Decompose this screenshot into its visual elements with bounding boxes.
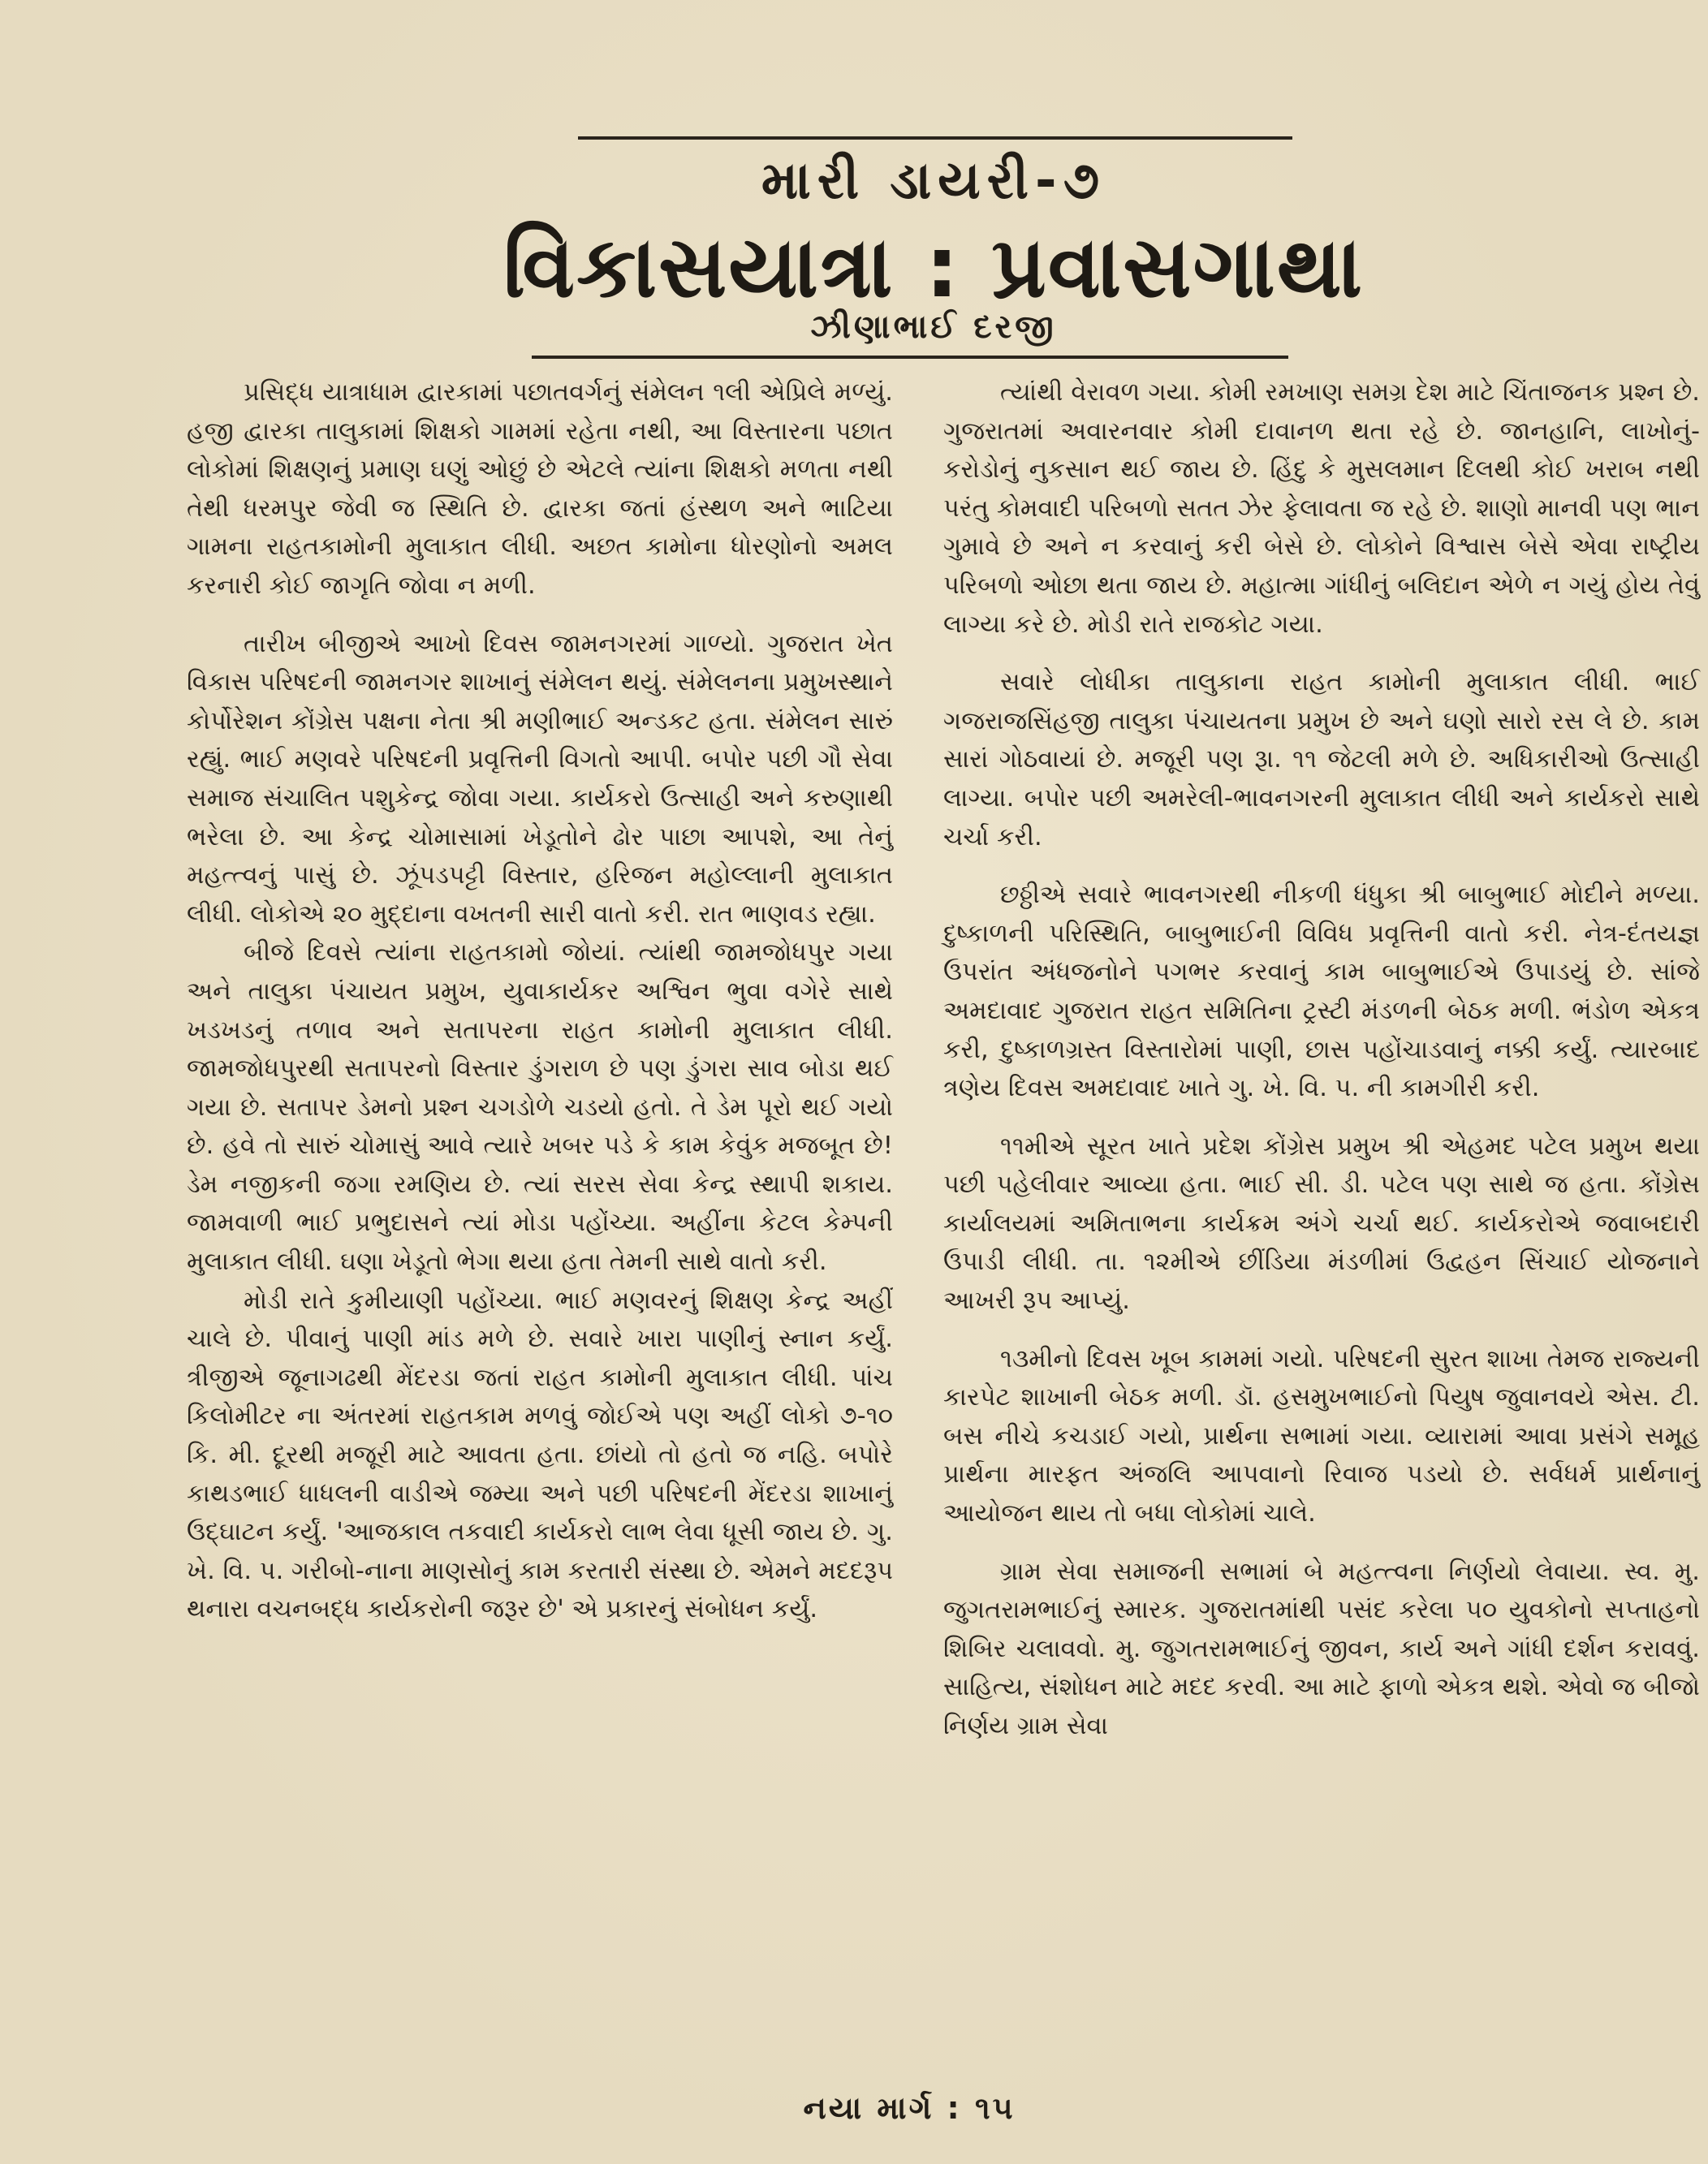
paragraph: ૧૩મીનો દિવસ ખૂબ કામમાં ગયો. પરિષદની સુરત શાખા તેમજ રાજ્યની કારપેટ શાખાની બેઠક મળી. ડૉ. હસમુખભાઈનો પિયુષ જુવાનવયે એસ. ટી. બસ નીચે કચડાઈ ગયો, પ્રાર્થના સભામાં ગયા. વ્યારામાં આવા પ્રસંગે સમૂહ પ્રાર્થના મારફત અંજલિ આપવાનો રિવાજ પડયો છે. સર્વધર્મ પ્રાર્થનાનું આયોજન થાય તો બધા લોકોમાં ચાલે. [943,1344,1700,1528]
paragraph: ૧૧મીએ સૂરત ખાતે પ્રદેશ કોંગ્રેસ પ્રમુખ શ્રી એહમદ પટેલ પ્રમુખ થયા પછી પહેલીવાર આવ્યા હતા. ભાઈ સી. ડી. પટેલ પણ સાથે જ હતા. કોંગ્રેસ કાર્યાલયમાં અમિતાભના કાર્યક્રમ અંગે ચર્ચા થઈ. કાર્યકરોએ જવાબદારી ઉપાડી લીધી. તા. ૧૨મીએ છીંડિયા મંડળીમાં ઉદ્વહન સિંચાઈ યોજનાને આખરી રૂપ આપ્યું. [943,1132,1700,1316]
paragraph: છઠ્ઠીએ સવારે ભાવનગરથી નીકળી ધંધુકા શ્રી બાબુભાઈ મોદીને મળ્યા. દુષ્કાળની પરિસ્થિતિ, બાબુભાઈની વિવિધ પ્રવૃત્તિની વાતો કરી. નેત્ર-દંતયજ્ઞ ઉપરાંત અંધજનોને પગભર કરવાનું કામ બાબુભાઈએ ઉપાડયું છે. સાંજે અમદાવાદ ગુજરાત રાહત સમિતિના ટ્રસ્ટી મંડળની બેઠક મળી. ભંડોળ એકત્ર કરી, દુષ્કાળગ્રસ્ત વિસ્તારોમાં પાણી, છાસ પહોંચાડવાનું નક્કી કર્યું. ત્યારબાદ ત્રણેય દિવસ અમદાવાદ ખાતે ગુ. ખે. વિ. પ. ની કામગીરી કરી. [943,881,1700,1103]
author-byline: ઝીણાભાઈ દરજી [810,308,1057,346]
paragraph: ત્યાંથી વેરાવળ ગયા. કોમી રમખાણ સમગ્ર દેશ માટે ચિંતાજનક પ્રશ્ન છે. ગુજરાતમાં અવારનવાર કોમી દાવાનળ થતા રહે છે. જાનહાનિ, લાખોનું-કરોડોનું નુકસાન થઈ જાય છે. હિંદુ કે મુસલમાન દિલથી કોઈ ખરાબ નથી પરંતુ કોમવાદી પરિબળો સતત ઝેર ફેલાવતા જ રહે છે. શાણો માનવી પણ ભાન ગુમાવે છે અને ન કરવાનું કરી બેસે છે. લોકોને વિશ્વાસ બેસે એવા રાષ્ટ્રીય પરિબળો ઓછા થતા જાય છે. મહાત્મા ગાંધીનું બલિદાન એળે ન ગયું હોય તેવું લાગ્યા કરે છે. મોડી રાતે રાજકોટ ગયા. [943,378,1700,639]
paragraph: પ્રસિદ્ધ યાત્રાધામ દ્વારકામાં પછાતવર્ગનું સંમેલન ૧લી એપ્રિલે મળ્યું. હજી દ્વારકા તાલુકામાં શિક્ષકો ગામમાં રહેતા નથી, આ વિસ્તારના પછાત લોકોમાં શિક્ષણનું પ્રમાણ ઘણું ઓછું છે એટલે ત્યાંના શિક્ષકો મળતા નથી તેથી ધરમપુર જેવી જ સ્થિતિ છે. દ્વારકા જતાં હંસ્થળ અને ભાટિયા ગામના રાહતકામોની મુલાકાત લીધી. અછત કામોના ધોરણોનો અમલ કરનારી કોઈ જાગૃતિ જોવા ન મળી. [187,378,893,600]
left-column [187,373,893,1629]
header-bottom-rule [532,356,1288,359]
series-heading: મારી ડાયરી-૭ [761,151,1106,211]
paragraph: મોડી રાતે કુમીયાણી પહોંચ્યા. ભાઈ મણવરનું શિક્ષણ કેન્દ્ર અહીં ચાલે છે. પીવાનું પાણી માંડ મળે છે. સવારે ખારા પાણીનું સ્નાન કર્યું. ત્રીજીએ જૂનાગઢથી મેંદરડા જતાં રાહત કામોની મુલાકાત લીધી. પાંચ કિલોમીટર ના અંતરમાં રાહતકામ મળવું જોઈએ પણ અહીં લોકો ૭-૧૦ કિ. મી. દૂરથી મજૂરી માટે આવતા હતા. છાંયો તો હતો જ નહિ. બપોરે કાથડભાઈ ધાધલની વાડીએ જમ્યા અને પછી પરિષદની મેંદરડા શાખાનું ઉદ્ઘાટન કર્યું. 'આજકાલ તકવાદી કાર્યકરો લાભ લેવા ધૂસી જાય છે. ગુ. ખે. વિ. પ. ગરીબો-નાના માણસોનું કામ કરતારી સંસ્થા છે. એમને મદદરૂપ થનારા વચનબદ્ધ કાર્યકરોની જરૂર છે' એ પ્રકારનું સંબોધન કર્યું. [187,1286,893,1624]
paragraph: તારીખ બીજીએ આખો દિવસ જામનગરમાં ગાળ્યો. ગુજરાત ખેત વિકાસ પરિષદની જામનગર શાખાનું સંમેલન થયું. સંમેલનના પ્રમુખસ્થાને કોર્પોરેશન કોંગ્રેસ પક્ષના નેતા શ્રી મણીભાઈ અન્ડકટ હતા. સંમેલન સારું રહ્યું. ભાઈ મણવરે પરિષદની પ્રવૃત્તિની વિગતો આપી. બપોર પછી ગૌ સેવા સમાજ સંચાલિત પશુકેન્દ્ર જોવા ગયા. કાર્યકરો ઉત્સાહી અને કરુણાથી ભરેલા છે. આ કેન્દ્ર ચોમાસામાં ખેડૂતોને ઢોર પાછા આપશે, આ તેનું મહત્ત્વનું પાસું છે. ઝૂંપડપટ્ટી વિસ્તાર, હરિજન મહોલ્લાની મુલાકાત લીધી. લોકોએ ૨૦ મુદ્દાના વખતની સારી વાતો કરી. રાત ભાણવડ રહ્યા. [187,629,893,929]
article-title: વિકાસયાત્રા : પ્રવાસગાથા [502,218,1365,317]
paragraph: ગ્રામ સેવા સમાજની સભામાં બે મહત્ત્વના નિર્ણયો લેવાયા. સ્વ. મુ. જુગતરામભાઈનું સ્મારક. ગુજરાતમાંથી પસંદ કરેલા ૫૦ યુવકોનો સપ્તાહનો શિબિર ચલાવવો. મુ. જુગતરામભાઈનું જીવન, કાર્ય અને ગાંધી દર્શન કરાવવું. સાહિત્ય, સંશોધન માટે મદદ કરવી. આ માટે ફાળો એકત્ર થશે. એવો જ બીજો નિર્ણય ગ્રામ સેવા [943,1557,1700,1740]
paragraph: સવારે લોધીકા તાલુકાના રાહત કામોની મુલાકાત લીધી. ભાઈ ગજરાજસિંહજી તાલુકા પંચાયતના પ્રમુખ છે અને ઘણો સારો રસ લે છે. કામ સારાં ગોઠવાયાં છે. મજૂરી પણ રૂા. ૧૧ જેટલી મળે છે. અધિકારીઓ ઉત્સાહી લાગ્યા. બપોર પછી અમરેલી-ભાવનગરની મુલાકાત લીધી અને કાર્યકરો સાથે ચર્ચા કરી. [943,668,1700,851]
page-footer: નયા માર્ગ : ૧૫ [803,2090,1016,2126]
right-column [943,373,1700,1746]
header-top-rule [578,136,1292,140]
paragraph: બીજે દિવસે ત્યાંના રાહતકામો જોયાં. ત્યાંથી જામજોધપુર ગયા અને તાલુકા પંચાયત પ્રમુખ, યુવાકાર્યકર અશ્વિન ભુવા વગેરે સાથે ખડખડનું તળાવ અને સતાપરના રાહત કામોની મુલાકાત લીધી. જામજોધપુરથી સતાપરનો વિસ્તાર ડુંગરાળ છે પણ ડુંગરા સાવ બોડા થઈ ગયા છે. સતાપર ડેમનો પ્રશ્ન ચગડોળે ચડયો હતો. તે ડેમ પૂરો થઈ ગયો છે. હવે તો સારું ચોમાસું આવે ત્યારે ખબર પડે કે કામ કેવુંક મજબૂત છે! ડેમ નજીકની જગા રમણિય છે. ત્યાં સરસ સેવા કેન્દ્ર સ્થાપી શકાય. જામવાળી ભાઈ પ્રભુદાસને ત્યાં મોડા પહોંચ્યા. અહીંના કેટલ કેમ્પની મુલાકાત લીધી. ઘણા ખેડૂતો ભેગા થયા હતા તેમની સાથે વાતો કરી. [187,938,893,1277]
